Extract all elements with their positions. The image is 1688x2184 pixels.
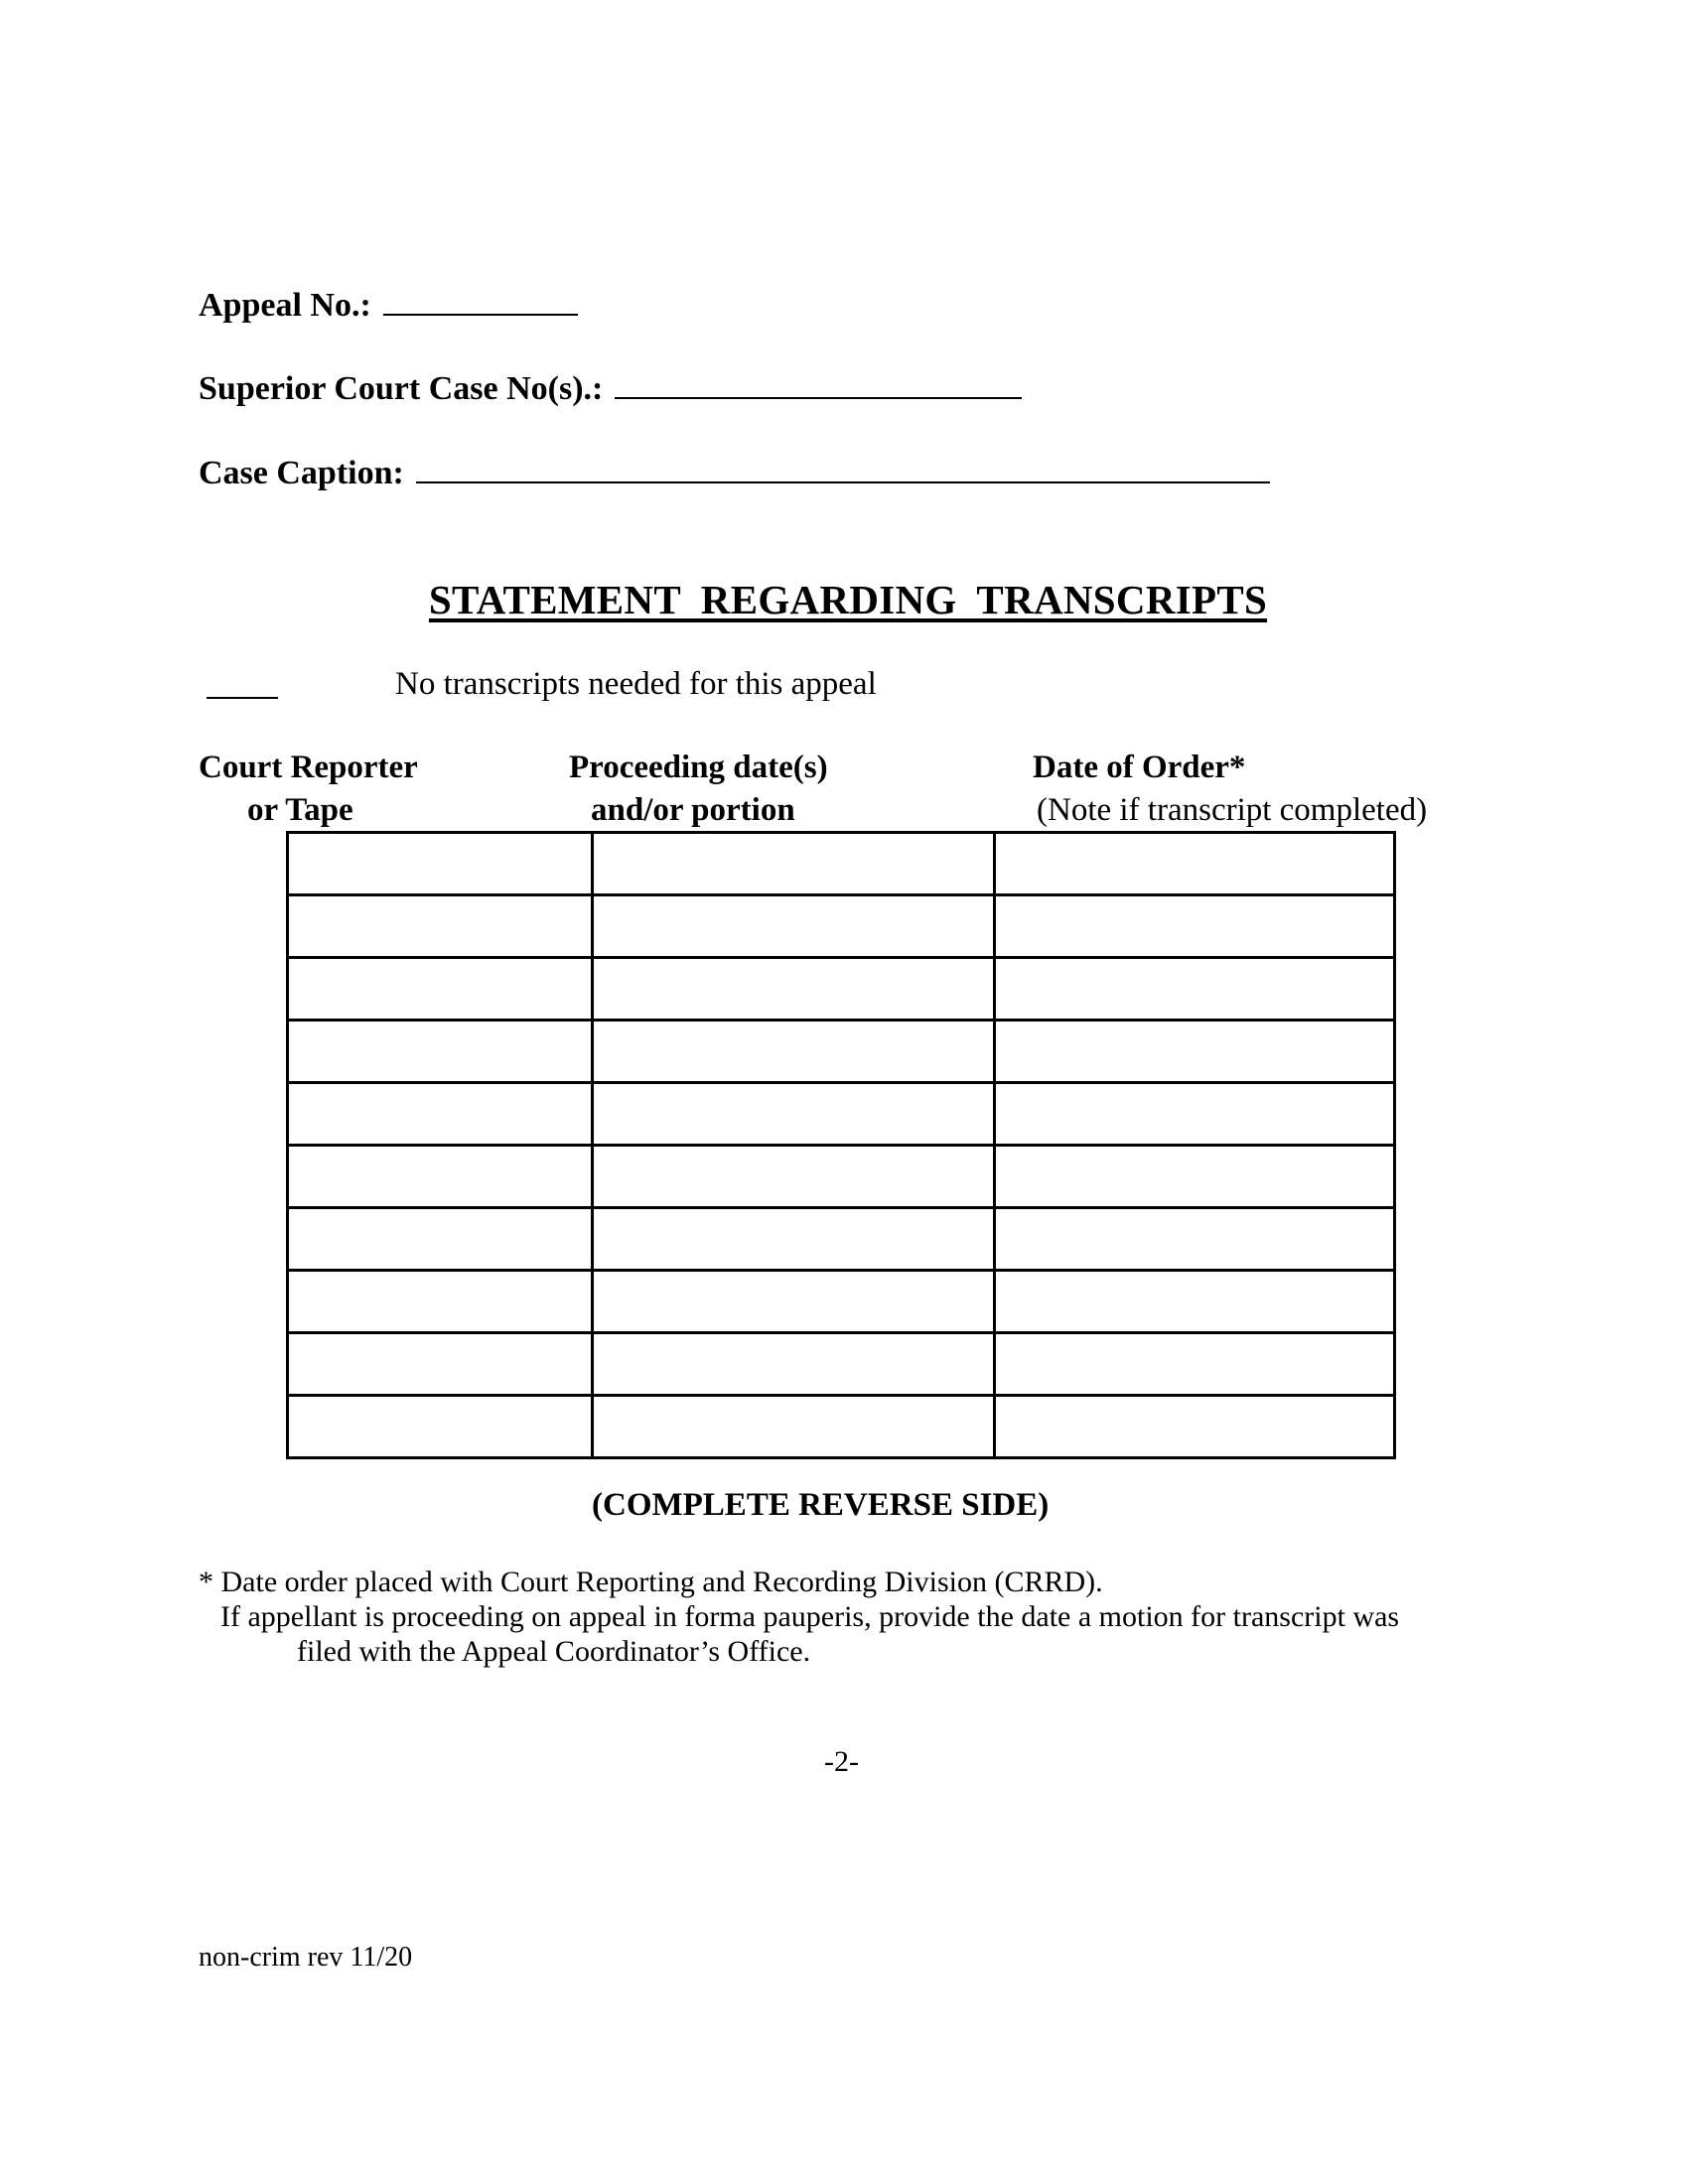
- col-proceeding-line2: and/or portion: [591, 792, 795, 828]
- date-of-order-cell[interactable]: [995, 1021, 1395, 1083]
- proceeding-date-cell[interactable]: [593, 1083, 995, 1146]
- appeal-no-input[interactable]: [383, 284, 578, 316]
- court-reporter-cell[interactable]: [288, 1021, 593, 1083]
- appeal-no-field: [199, 284, 578, 326]
- table-row: [288, 1083, 1395, 1146]
- table-row: [288, 1396, 1395, 1458]
- no-transcripts-checkbox[interactable]: [207, 697, 278, 699]
- date-of-order-cell[interactable]: [995, 1083, 1395, 1146]
- no-transcripts-label: No transcripts needed for this appeal: [395, 666, 877, 702]
- court-reporter-cell[interactable]: [288, 833, 593, 895]
- proceeding-date-cell[interactable]: [593, 1208, 995, 1271]
- page-number: -2-: [824, 1745, 859, 1778]
- appeal-no-label: Appeal No.:: [199, 287, 371, 324]
- table-row: [288, 1208, 1395, 1271]
- court-reporter-cell[interactable]: [288, 1333, 593, 1396]
- table-row: [288, 833, 1395, 895]
- proceeding-date-cell[interactable]: [593, 1396, 995, 1458]
- table-row: [288, 1146, 1395, 1208]
- proceeding-date-cell[interactable]: [593, 895, 995, 958]
- col-date-of-order-note: (Note if transcript completed): [1037, 792, 1428, 828]
- court-reporter-cell[interactable]: [288, 1083, 593, 1146]
- transcript-table: [286, 831, 1396, 1459]
- date-of-order-cell[interactable]: [995, 1208, 1395, 1271]
- proceeding-date-cell[interactable]: [593, 1271, 995, 1333]
- page-title: STATEMENT REGARDING TRANSCRIPTS: [428, 577, 1268, 622]
- court-reporter-cell[interactable]: [288, 1208, 593, 1271]
- superior-case-input[interactable]: [615, 367, 1022, 399]
- footnote-line1: * Date order placed with Court Reporting and Recording Division (CRRD).: [199, 1566, 1103, 1598]
- revision-label: non-crim rev 11/20: [199, 1942, 413, 1973]
- complete-reverse-notice: (COMPLETE REVERSE SIDE): [592, 1487, 1050, 1523]
- court-reporter-cell[interactable]: [288, 958, 593, 1021]
- col-proceeding-line1: Proceeding date(s): [569, 750, 828, 785]
- court-reporter-cell[interactable]: [288, 1396, 593, 1458]
- table-row: [288, 958, 1395, 1021]
- col-court-reporter-line2: or Tape: [247, 792, 353, 828]
- case-caption-input[interactable]: [416, 452, 1270, 483]
- table-row: [288, 1271, 1395, 1333]
- col-date-of-order-line1: Date of Order*: [1033, 750, 1246, 785]
- case-caption-label: Case Caption:: [199, 455, 404, 491]
- footnote-line2: If appellant is proceeding on appeal in forma pauperis, provide the date a motion for transcript was: [220, 1600, 1400, 1633]
- col-court-reporter-line1: Court Reporter: [199, 750, 418, 785]
- date-of-order-cell[interactable]: [995, 958, 1395, 1021]
- table-row: [288, 1021, 1395, 1083]
- date-of-order-cell[interactable]: [995, 833, 1395, 895]
- date-of-order-cell[interactable]: [995, 1396, 1395, 1458]
- date-of-order-cell[interactable]: [995, 1146, 1395, 1208]
- proceeding-date-cell[interactable]: [593, 958, 995, 1021]
- proceeding-date-cell[interactable]: [593, 1333, 995, 1396]
- proceeding-date-cell[interactable]: [593, 1146, 995, 1208]
- court-reporter-cell[interactable]: [288, 1146, 593, 1208]
- case-caption-field: [199, 452, 1270, 493]
- table-row: [288, 1333, 1395, 1396]
- date-of-order-cell[interactable]: [995, 1271, 1395, 1333]
- court-reporter-cell[interactable]: [288, 1271, 593, 1333]
- court-reporter-cell[interactable]: [288, 895, 593, 958]
- proceeding-date-cell[interactable]: [593, 833, 995, 895]
- date-of-order-cell[interactable]: [995, 895, 1395, 958]
- superior-case-field: [199, 367, 1022, 409]
- superior-case-label: Superior Court Case No(s).:: [199, 370, 604, 407]
- footnote-line3: filed with the Appeal Coordinator’s Office.: [297, 1635, 811, 1668]
- proceeding-date-cell[interactable]: [593, 1021, 995, 1083]
- date-of-order-cell[interactable]: [995, 1333, 1395, 1396]
- table-row: [288, 895, 1395, 958]
